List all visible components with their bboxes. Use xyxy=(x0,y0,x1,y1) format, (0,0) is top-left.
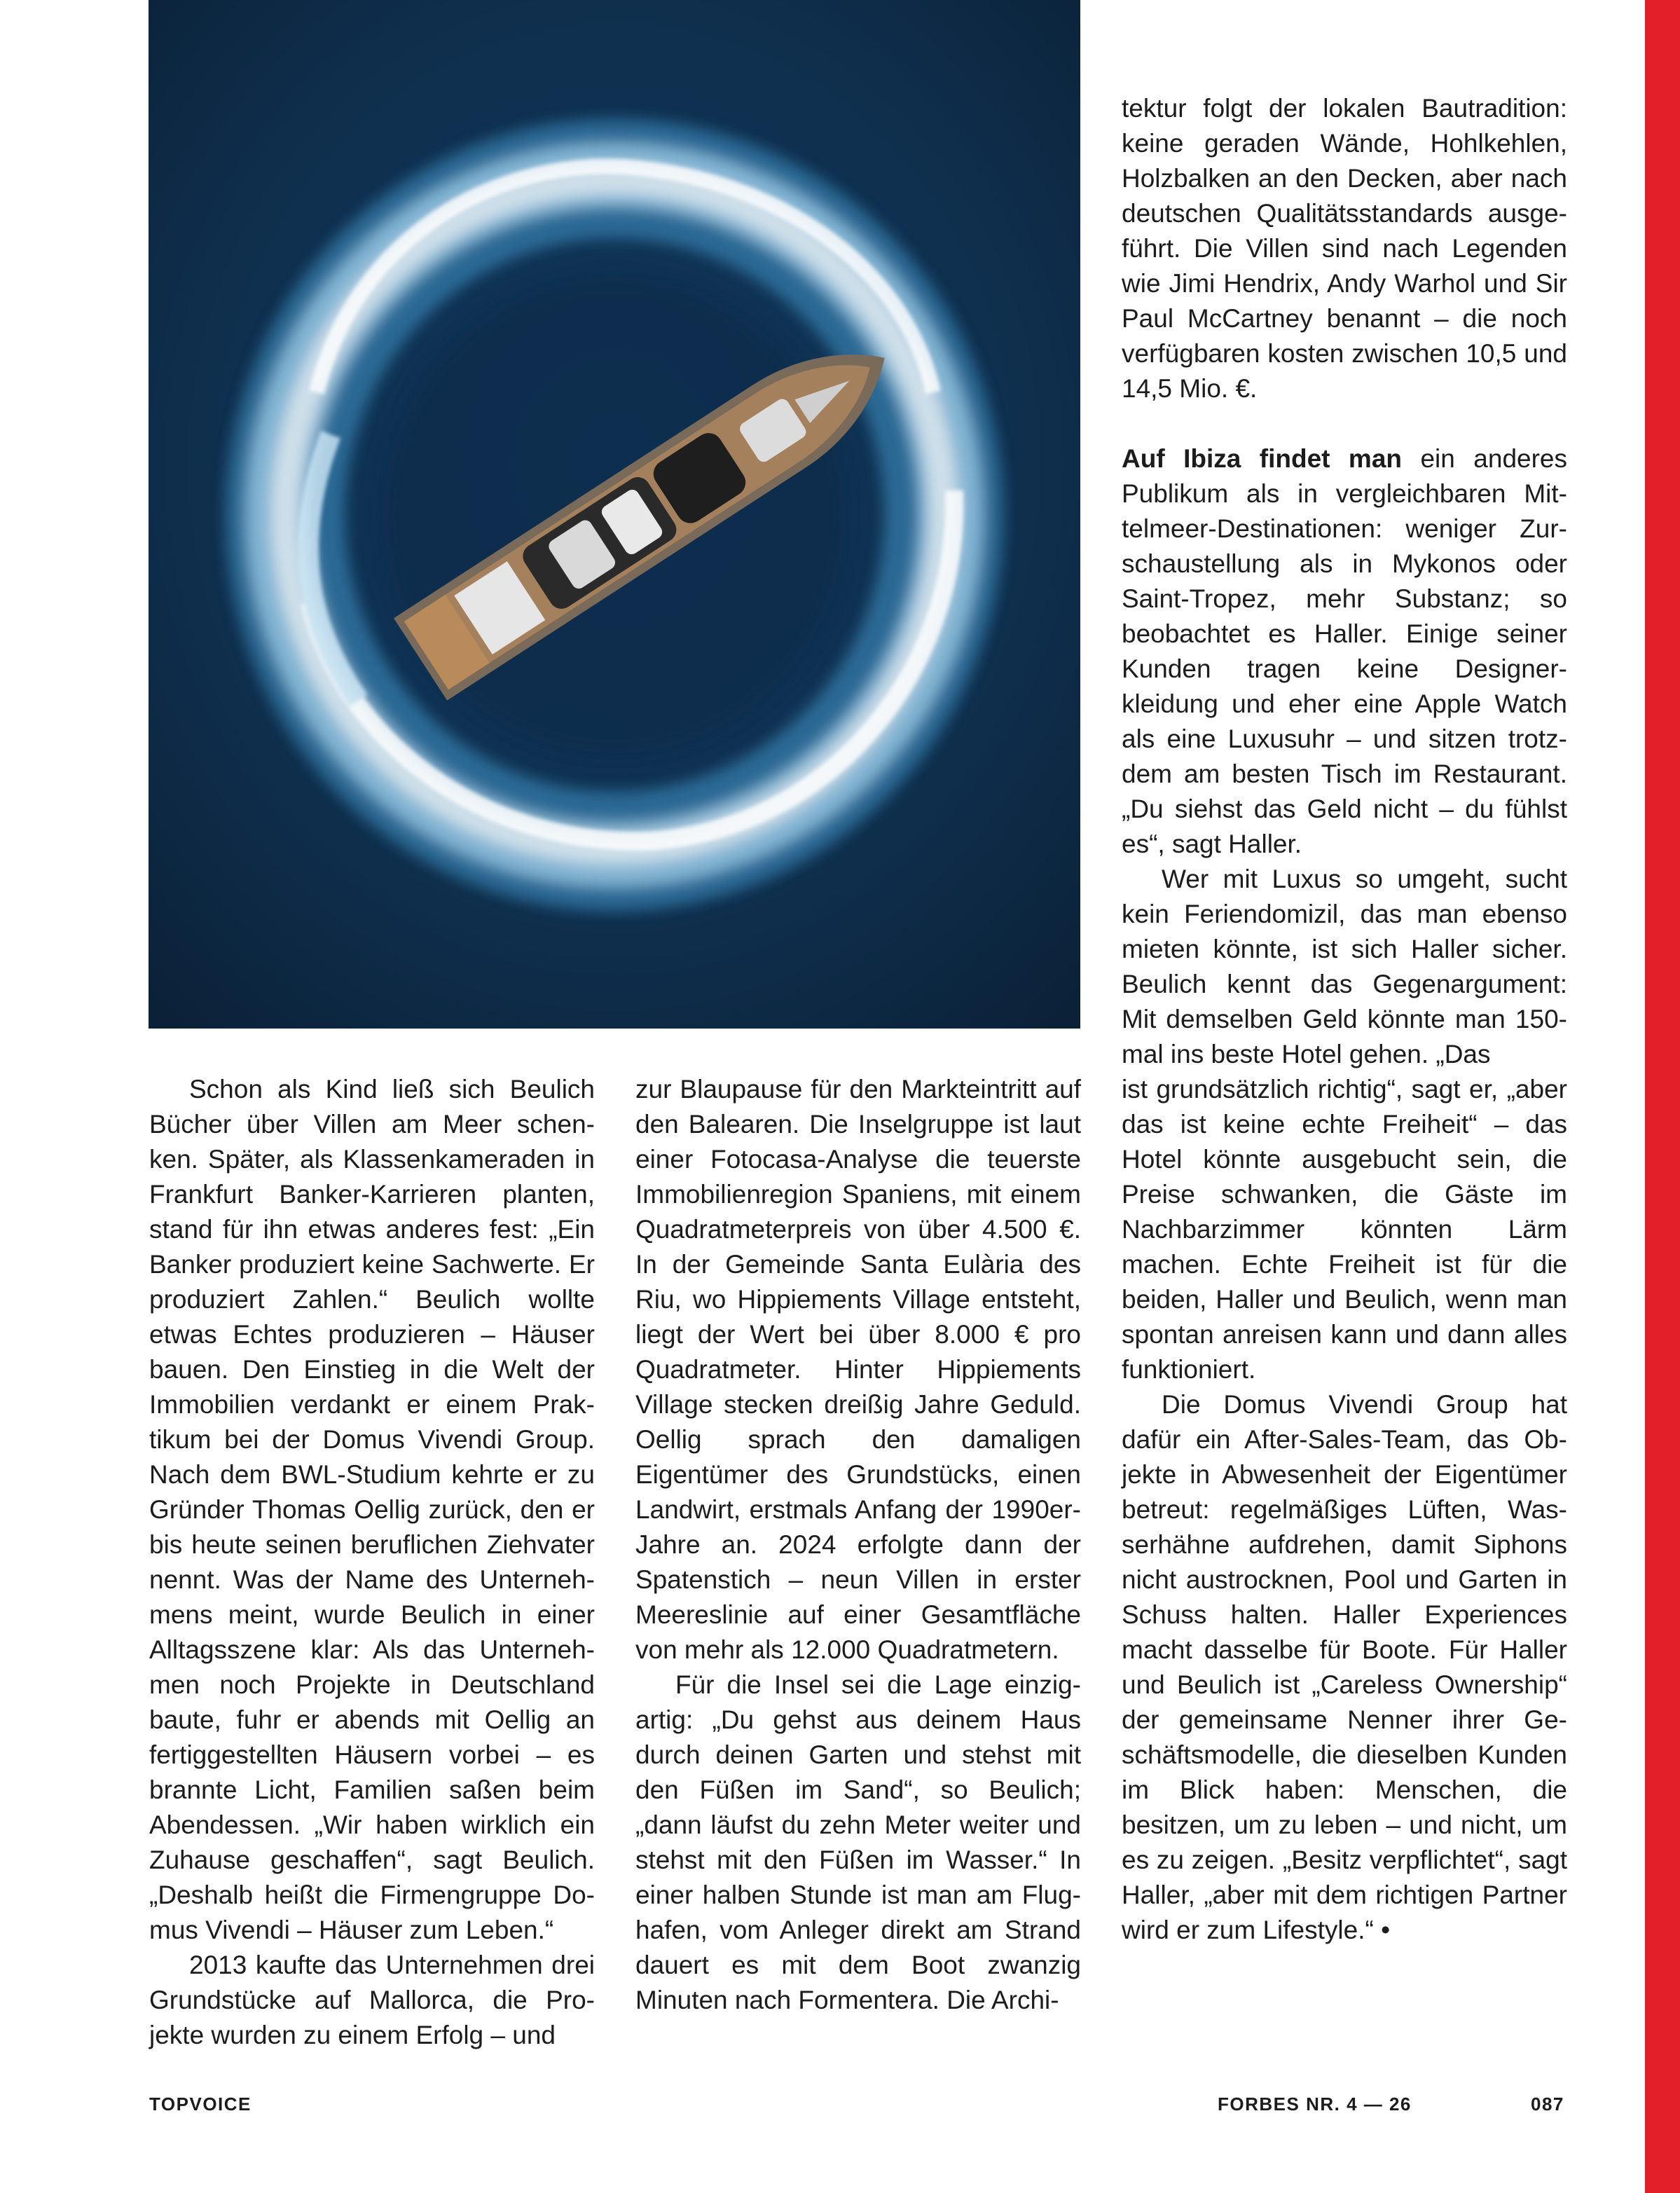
page-number: 087 xyxy=(1531,2094,1564,2115)
paragraph xyxy=(1122,441,1567,862)
paragraph: zur Blaupause für den Markteintritt auf den Balearen. Die Inselgruppe ist laut einer Fotocasa-Analyse die teuerste Immobilienregion Spaniens, mit einem Quadratmeterpreis von über 4.500 €. In der Gemeinde Santa Eulària des Riu, wo Hippiements Village entsteht, liegt der Wert bei über 8.000 € pro Quadratmeter. Hinter Hippiements Village stecken dreißig Jahre Geduld. Oellig sprach den damaligen Eigentümer des Grundstücks, einen Landwirt, erstmals Anfang der 1990er-Jahre an. 2024 erfolgte dann der Spatenstich – neun Villen in erster Meereslinie auf einer Gesamtfläche von mehr als 12.000 Quadratmetern. xyxy=(635,1075,1081,1664)
yacht-photo xyxy=(149,0,1080,1029)
paragraph: tektur folgt der lokalen Bautradition: keine geraden Wände, Hohlkehlen, Holzbalken an den Decken, aber nach deutschen Qualitätsstandards ausgeführt. Die Villen sind nach Legenden wie Jimi Hendrix, Andy Warhol und Sir Paul McCartney benannt – die noch verfügbaren kosten zwischen 10,5 und 14,5 Mio. €. xyxy=(1122,94,1567,403)
body-column-3-bottom xyxy=(1122,1072,1567,1948)
footer-magazine: FORBES NR. 4 — 26 xyxy=(1218,2094,1412,2115)
body-column-1 xyxy=(149,1072,595,2053)
paragraph: Die Domus Vivendi Group hat dafür ein After-Sales-Team, das Objekte in Abwesenheit der Eigentümer betreut: regelmäßiges Lüften, Wasserhähne aufdrehen, damit Siphons nicht austrocknen, Pool und Garten in Schuss halten. Haller Experiences macht dasselbe für Boote. Für Haller und Beulich ist „Careless Ownership“ der gemeinsame Nenner ihrer Geschäftsmodelle, die dieselben Kunden im Blick haben: Menschen, die besitzen, um zu leben – und nicht, um es zu zeigen. „Besitz verpflichtet“, sagt Haller, „aber mit dem richtigen Partner wird er zum Lifestyle.“ • xyxy=(1122,1390,1567,1944)
paragraph: Wer mit Luxus so umgeht, sucht kein Feriendomizil, das man ebenso mieten könnte, ist sich Haller sicher. Beulich kennt das Gegenargument: Mit demselben Geld könnte man 150-mal ins beste Hotel gehen. „Das xyxy=(1122,865,1567,1068)
footer-section: TOPVOICE xyxy=(149,2094,252,2115)
paragraph: Schon als Kind ließ sich Beulich Bücher über Villen am Meer schenken. Später, als Klassenkameraden in Frankfurt Banker-Karrieren planten, stand für ihn etwas anderes fest: „Ein Banker produziert keine Sachwerte. Er produziert Zahlen.“ Beulich wollte etwas Echtes produzieren – Häuser bauen. Den Einstieg in die Welt der Immobilien verdankt er einem Praktikum bei der Domus Vivendi Group. Nach dem BWL-Studium kehrte er zu Gründer Thomas Oellig zurück, den er bis heute seinen beruflichen Ziehvater nennt. Was der Name des Unternehmens meint, wurde Beulich in einer Alltagsszene klar: Als das Unternehmen noch Projekte in Deutschland baute, fuhr er abends mit Oellig an fertiggestellten Häusern vorbei – es brannte Licht, Familien saßen beim Abendessen. „Wir haben wirklich ein Zuhause geschaffen“, sagt Beulich. „Deshalb heißt die Firmengruppe Domus Vivendi – Häuser zum Leben.“ xyxy=(149,1075,595,1944)
paragraph-text: ein anderes Publikum als in vergleichbaren Mittelmeer-Destinationen: weniger Zurschaustellung als in Mykonos oder Saint-Tropez, mehr Substanz; so beobachtet es Haller. Einige seiner Kunden tragen keine Designerkleidung und eher eine Apple Watch als eine Luxusuhr – und sitzen trotzdem am besten Tisch im Restaurant. „Du siehst das Geld nicht – du fühlst es“, sagt Haller. xyxy=(1122,444,1567,858)
paragraph: ist grundsätzlich richtig“, sagt er, „aber das ist keine echte Freiheit“ – das Hotel könnte ausgebucht sein, die Preise schwanken, die Gäste im Nachbarzimmer könnten Lärm machen. Echte Freiheit ist für die beiden, Haller und Beulich, wenn man spontan anreisen kann und dann alles funktioniert. xyxy=(1122,1075,1567,1384)
paragraph: 2013 kaufte das Unternehmen drei Grundstücke auf Mallorca, die Projekte wurden zu einem Erfolg – und xyxy=(149,1951,595,2049)
accent-bar xyxy=(1645,0,1680,2193)
yacht-image xyxy=(149,0,1080,1029)
body-column-3-top xyxy=(1122,91,1567,1072)
paragraph: Für die Insel sei die Lage einzigartig: „Du gehst aus deinem Haus durch deinen Garten und stehst mit den Füßen im Sand“, so Beulich; „dann läufst du zehn Meter weiter und stehst mit den Füßen im Wasser.“ In einer halben Stunde ist man am Flughafen, vom Anleger direkt am Strand dauert es mit dem Boot zwanzig Minuten nach Formentera. Die Archi- xyxy=(635,1670,1081,2014)
lead-in: Auf Ibiza findet man xyxy=(1122,444,1403,473)
body-column-2 xyxy=(635,1072,1081,2018)
